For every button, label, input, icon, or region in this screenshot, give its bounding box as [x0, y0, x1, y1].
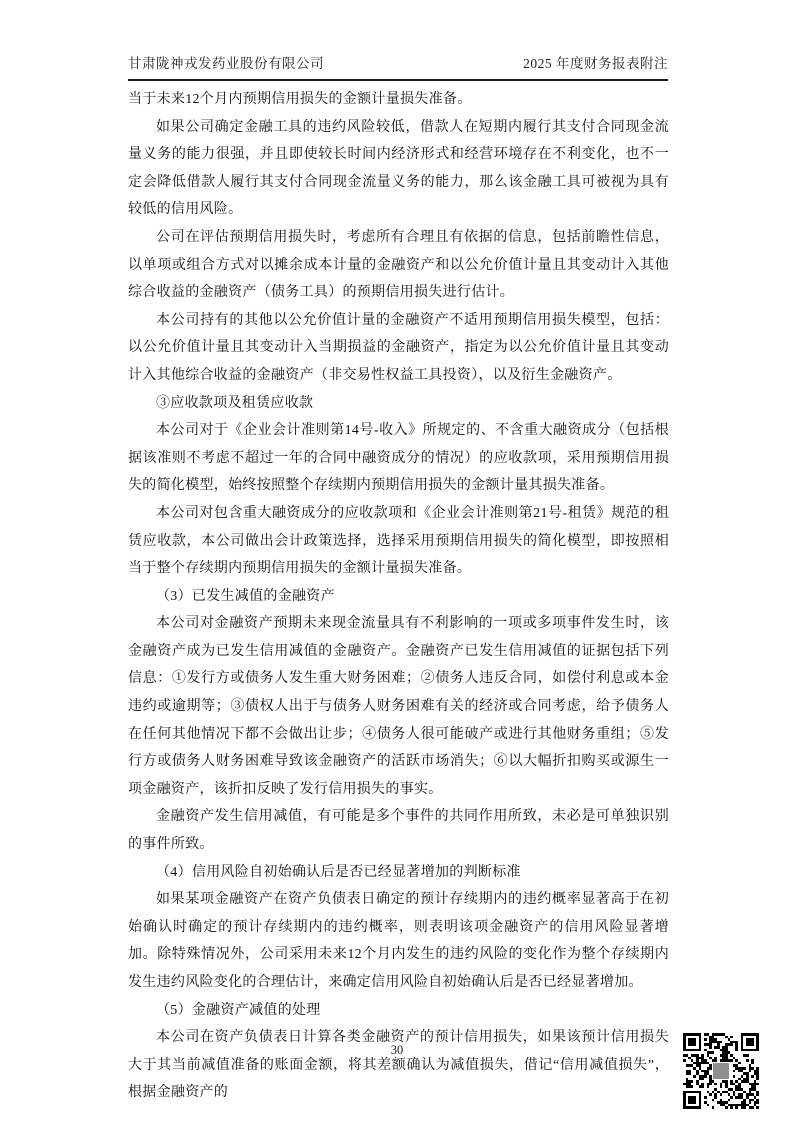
page-number: 30	[390, 1043, 404, 1057]
paragraph: 公司在评估预期信用损失时，考虑所有合理且有依据的信息，包括前瞻性信息，以单项或组合方式对以摊余成本计量的金融资产和以公允价值计量且其变动计入其他综合收益的金融资产（债务工具）的预期信用损失进行估计。	[128, 229, 669, 301]
paragraph: 当于未来12个月内预期信用损失的金额计量损失准备。	[128, 92, 472, 107]
qr-code	[683, 1033, 759, 1109]
section-heading: （3）已发生减值的金融资产	[156, 588, 335, 604]
report-title: 2025 年度财务报表附注	[523, 56, 668, 71]
paragraph: 如果公司确定金融工具的违约风险较低，借款人在短期内履行其支付合同现金流量义务的能力很强，并且即使较长时间内经济形式和经营环境存在不利变化，也不一定会降低借款人履行其支付合同现金流量义务的能力，那么该金融工具可被视为具有较低的信用风险。	[128, 119, 669, 218]
paragraph: 本公司持有的其他以公允价值计量的金融资产不适用预期信用损失模型，包括：以公允价值计量且其变动计入当期损益的金融资产，指定为以公允价值计量且其变动计入其他综合收益的金融资产（非交易性权益工具投资），以及衍生金融资产。	[128, 312, 669, 383]
paragraph: 本公司对包含重大融资成分的应收款项和《企业会计准则第21号-租赁》规范的租赁应收款，本公司做出会计政策选择，选择采用预期信用损失的简化模型，即按照相当于整个存续期内预期信用损失的金额计量损失准备。	[128, 505, 669, 577]
paragraph: 本公司在资产负债表日计算各类金融资产的预计信用损失，如果该预计信用损失大于其当前减值准备的账面金额，将其差额确认为减值损失，借记“信用减值损失”，根据金融资产的	[128, 1030, 669, 1101]
page-header	[128, 52, 668, 81]
paragraph: 本公司对金融资产预期未来现金流量具有不利影响的一项或多项事件发生时，该金融资产成为已发生信用减值的金融资产。金融资产已发生信用减值的证据包括下列信息：①发行方或债务人发生重大财务困难；②债务人违反合同，如偿付利息或本金违约或逾期等；③债权人出于与债务人财务困难有关的经济或合同考虑，给予债务人在任何其他情况下都不会做出让步；④债务人很可能破产或进行其他财务重组；⑤发行方或债务人财务困难导致该金融资产的活跃市场消失；⑥以大幅折扣购买或源生一项金融资产，该折扣反映了发行信用损失的事实。	[128, 616, 669, 797]
paragraph: 本公司对于《企业会计准则第14号-收入》所规定的、不含重大融资成分（包括根据该准则不考虑不超过一年的合同中融资成分的情况）的应收款项，采用预期信用损失的简化模型，始终按照整个存续期内预期信用损失的金额计量其损失准备。	[128, 423, 669, 494]
paragraph: 金融资产发生信用减值，有可能是多个事件的共同作用所致，未必是可单独识别的事件所致。	[128, 809, 669, 853]
document-body	[128, 86, 669, 1107]
qr-center-logo	[712, 1062, 730, 1080]
list-item-heading: ③应收款项及租赁应收款	[156, 395, 314, 411]
paragraph: 如果某项金融资产在资产负债表日确定的预计存续期内的违约概率显著高于在初始确认时确定的预计存续期内的违约概率，则表明该项金融资产的信用风险显著增加。除特殊情况外，公司采用未来12个月内发生的违约风险的变化作为整个存续期内发生违约风险变化的合理估计，来确定信用风险自初始确认后是否已经显著增加。	[128, 892, 669, 990]
section-heading: （5）金融资产减值的处理	[156, 1002, 321, 1018]
company-name: 甘肃陇神戎发药业股份有限公司	[128, 56, 324, 71]
section-heading: （4）信用风险自初始确认后是否已经显著增加的判断标准	[156, 864, 521, 880]
